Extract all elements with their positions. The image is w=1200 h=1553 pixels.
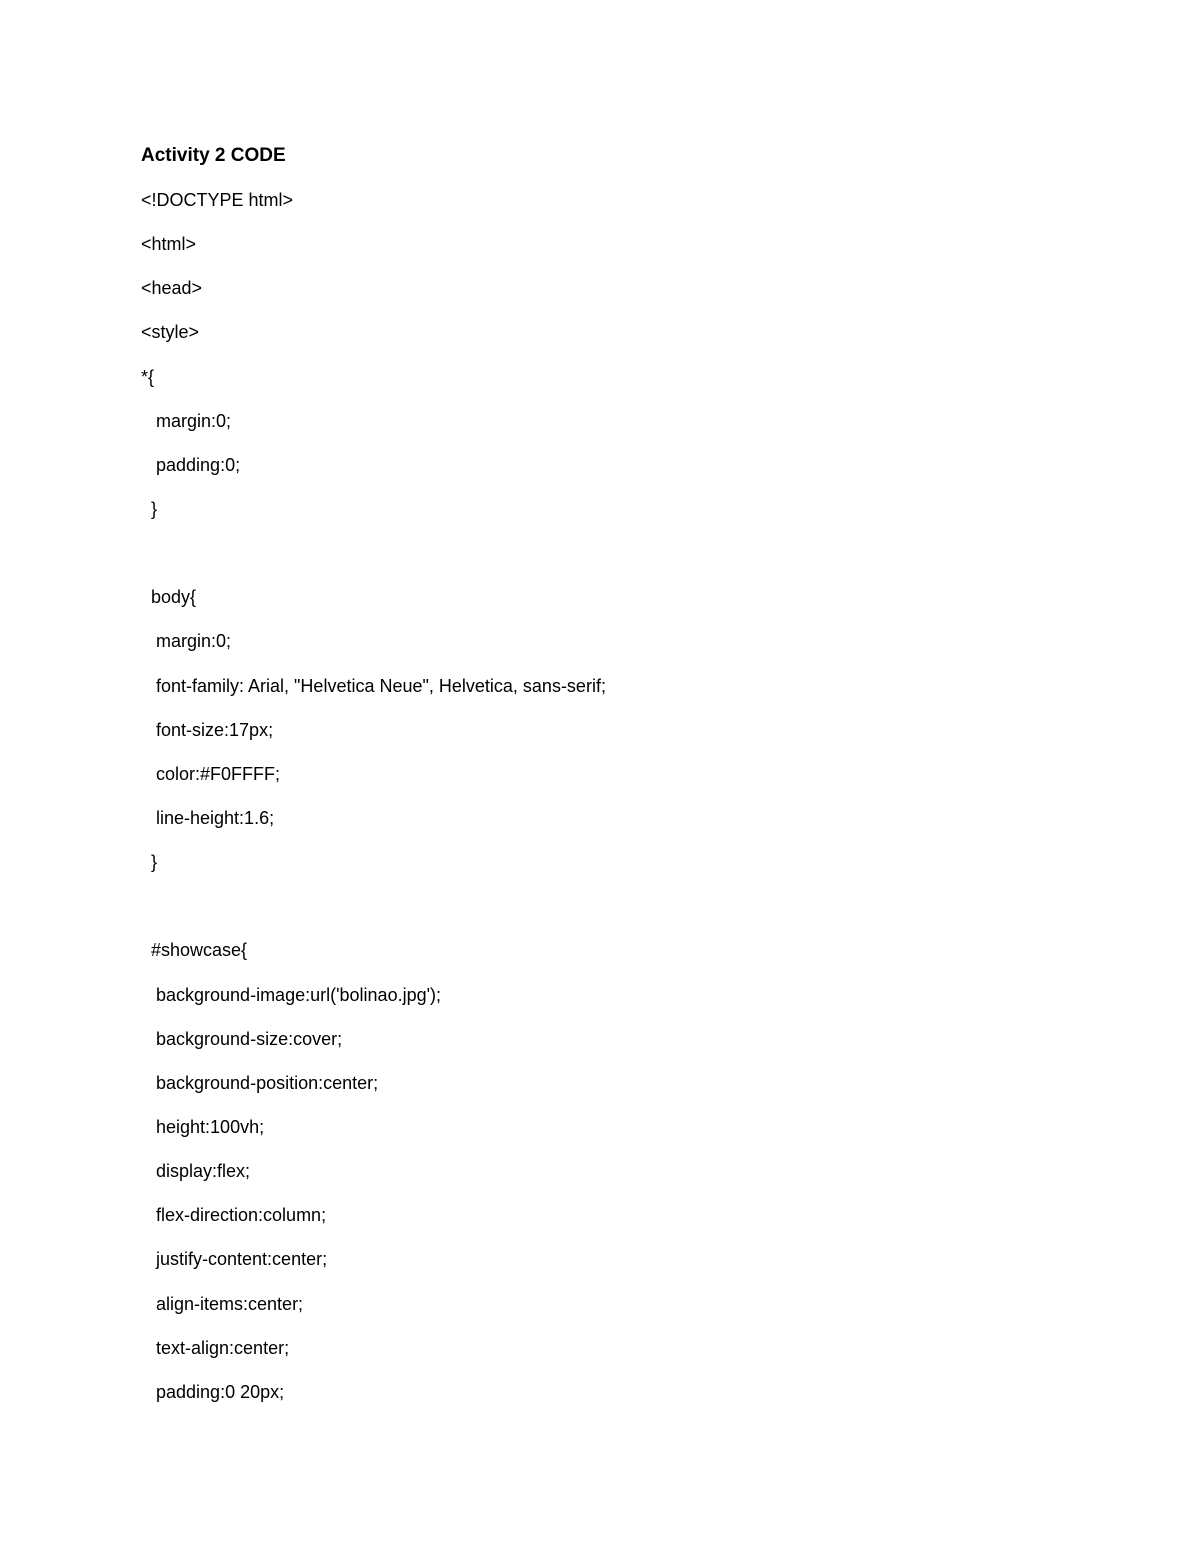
code-line: font-family: Arial, "Helvetica Neue", Helvetica, sans-serif; [141,675,606,696]
code-line: text-align:center; [141,1337,290,1358]
code-line: display:flex; [141,1161,251,1182]
code-line: background-size:cover; [141,1028,343,1049]
code-line: background-position:center; [141,1072,379,1093]
code-line: justify-content:center; [141,1249,328,1270]
code-line: align-items:center; [141,1293,304,1314]
code-line: padding:0; [141,454,241,475]
code-line: height:100vh; [141,1116,265,1137]
code-line [141,893,606,937]
code-line: <!DOCTYPE html> [141,190,294,210]
code-line: background-image:url('bolinao.jpg'); [141,984,442,1005]
code-line: #showcase{ [141,940,248,961]
code-line: margin:0; [141,631,232,652]
code-line [141,540,606,584]
code-line: <style> [141,322,200,343]
code-line: } [141,852,158,873]
code-line: <head> [141,278,203,299]
code-line: font-size:17px; [141,719,274,740]
code-line: margin:0; [141,410,232,431]
code-line: <html> [141,234,197,255]
code-line: color:#F0FFFF; [141,763,281,784]
code-line: *{ [141,366,155,387]
code-line: padding:0 20px; [141,1381,285,1402]
code-line: } [141,498,158,519]
code-line: body{ [141,587,197,608]
code-listing [141,187,606,1423]
code-line: flex-direction:column; [141,1205,327,1226]
document-title: Activity 2 CODE [141,145,286,166]
code-line: line-height:1.6; [141,807,275,828]
